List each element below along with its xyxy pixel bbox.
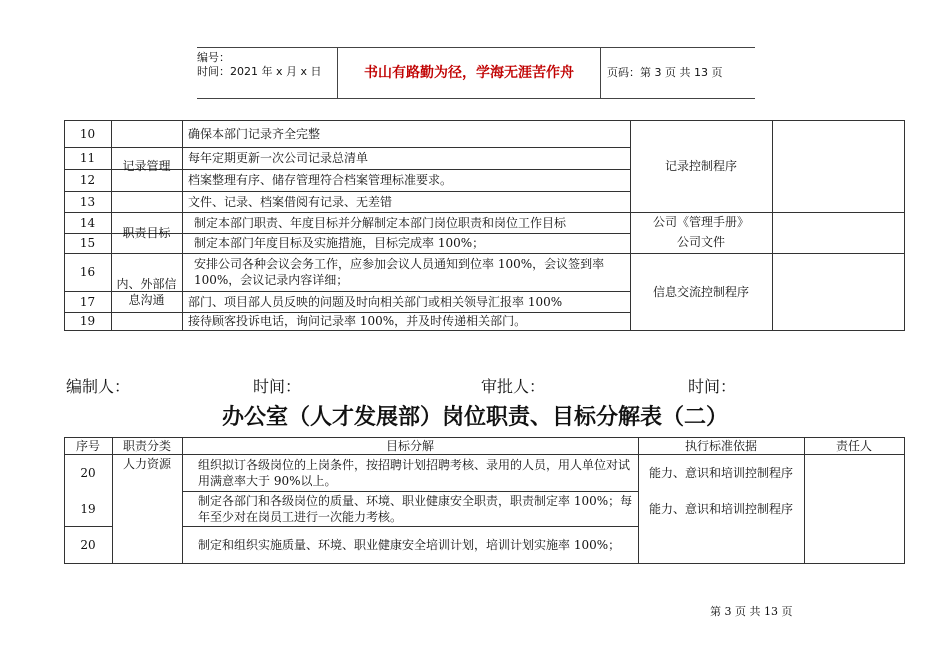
row-no: 20 <box>80 537 96 552</box>
row-goal: 制定各部门和各级岗位的质量、环境、职业健康安全职责，职责制定率 100%；每年至少对在岗员工进行一次能力考核。 <box>198 493 633 524</box>
basis-duty-a: 公司《管理手册》 <box>652 215 749 229</box>
header-no: 序号 <box>75 438 100 453</box>
row-no: 15 <box>79 236 96 250</box>
row-no: 17 <box>79 294 96 309</box>
row-goal: 制定本部门职责、年度目标并分解制定本部门岗位职责和岗位工作目标 <box>194 215 567 230</box>
number-label: 编号： <box>197 51 230 64</box>
header-left <box>197 48 337 101</box>
row-no: 13 <box>79 194 96 209</box>
row-no: 14 <box>79 215 96 230</box>
row-goal: 部门、项目部人员反映的问题及时向相关部门或相关领导汇报率 100% <box>188 294 563 309</box>
time-label-1: 时间： <box>253 377 302 396</box>
page-header <box>197 47 755 99</box>
time-label: 时间：2021 年 x 月 x 日 <box>197 65 322 78</box>
category-hr: 人力资源 <box>122 457 171 471</box>
row-goal: 接待顾客投诉电话，询问记录率 100%，并及时传递相关部门。 <box>188 314 527 328</box>
basis-comm: 信息交流控制程序 <box>652 284 749 299</box>
row-no: 10 <box>79 126 96 141</box>
row-goal: 安排公司各种会议会务工作，应参加会议人员通知到位率 100%，会议签到率 100%，会议记录内容详细； <box>194 257 605 287</box>
row-no: 19 <box>79 314 96 328</box>
author-label: 编制人： <box>66 377 131 396</box>
page-title: 办公室（人才发展部）岗位职责、目标分解表（二） <box>221 405 728 430</box>
header-owner: 责任人 <box>835 438 872 453</box>
row-basis: 能力、意识和培训控制程序 <box>648 465 793 480</box>
page-footer: 第 3 页 共 13 页 <box>710 605 793 618</box>
header-basis: 执行标准依据 <box>684 438 757 453</box>
motto: 书山有路勤为径，学海无涯苦作舟 <box>337 48 601 98</box>
row-basis: 能力、意识和培训控制程序 <box>648 501 793 516</box>
row-goal: 制定本部门年度目标及实施措施，目标完成率 100%； <box>194 236 485 250</box>
category-records: 记录管理 <box>122 159 171 173</box>
basis-records: 记录控制程序 <box>664 159 737 173</box>
category-comm: 内、外部信息沟通 <box>116 276 177 307</box>
row-goal: 文件、记录、档案借阅有记录、无差错 <box>188 194 393 209</box>
row-no: 20 <box>80 465 96 480</box>
header-category: 职责分类 <box>122 438 171 453</box>
row-goal: 确保本部门记录齐全完整 <box>188 126 321 141</box>
header-goal: 目标分解 <box>385 438 434 453</box>
row-no: 19 <box>80 501 96 516</box>
category-duty: 职责目标 <box>122 225 171 240</box>
approver-label: 审批人： <box>481 377 546 396</box>
row-no: 12 <box>79 173 96 187</box>
row-goal: 每年定期更新一次公司记录总清单 <box>188 151 369 165</box>
row-no: 11 <box>79 151 96 165</box>
row-no: 16 <box>79 265 96 279</box>
row-goal: 档案整理有序、储存管理符合档案管理标准要求。 <box>188 173 453 187</box>
row-goal: 制定和组织实施质量、环境、职业健康安全培训计划，培训计划实施率 100%； <box>198 537 621 552</box>
row-goal: 组织拟订各级岗位的上岗条件，按招聘计划招聘考核、录用的人员，用人单位对试用满意率大于 90%以上。 <box>198 457 631 488</box>
basis-duty-b: 公司文件 <box>676 235 725 249</box>
page-label: 页码：第 3 页 共 13 页 <box>607 66 723 79</box>
time-label-2: 时间： <box>688 377 737 396</box>
